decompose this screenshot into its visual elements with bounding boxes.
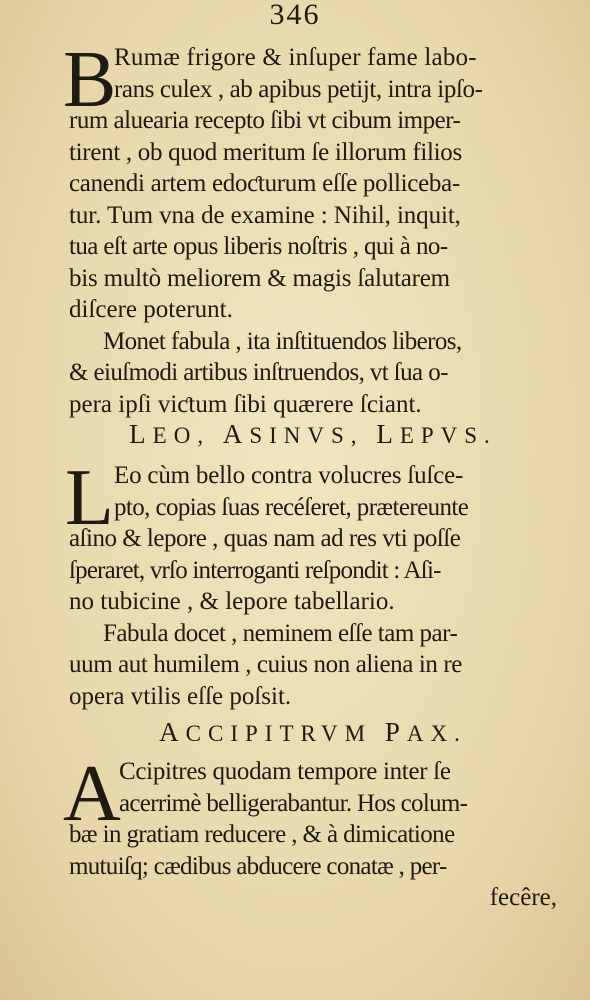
text-line: Rumæ frigore & inſuper fame labo- (114, 44, 477, 71)
moral-line: uum aut humilem , cuius non aliena in re (69, 651, 462, 678)
moral-line: pera ipſi viƈtum ſibi quærere ſciant. (69, 390, 422, 418)
text-line: acerrimè belligerabantur. Hos colum- (119, 789, 468, 817)
fable-2-title: LEO, ASINVS, LEPVS. (129, 419, 497, 449)
fable-3 (63, 750, 557, 914)
drop-cap-b: B (63, 36, 117, 124)
text-line: Ccipitres quodam tempore inter ſe (119, 758, 451, 785)
text-line: tirent , ob quod meritum ſe illorum filios (69, 138, 462, 166)
drop-cap-l: L (65, 454, 114, 542)
text-line: tua eſt arte opus liberis noſtris , qui à no- (69, 233, 448, 260)
moral-line: Fabula docet , neminem eſſe tam par- (103, 619, 458, 647)
text-line: no tubicine , & lepore tabellario. (69, 588, 395, 615)
text-line: tur. Tum vna de examine : Nihil, inquit, (69, 201, 461, 229)
text-line: Eo cùm bello contra volucres ſuſce- (114, 462, 464, 489)
moral-line: & eiuſmodi artibus inſtruendos, vt ſua o- (69, 359, 448, 386)
drop-cap-a: A (63, 750, 121, 838)
text-line: diſcere poterunt. (69, 296, 233, 323)
fable-3-title: ACCIPITRVM PAX. (159, 717, 467, 747)
moral-line: Monet fabula , ita inſtituendos liberos, (103, 327, 462, 355)
text-line: canendi artem edoƈturum eſſe polliceba- (69, 170, 460, 197)
text-line: rum aluearia recepto ſibi vt cibum imper- (69, 107, 461, 134)
moral-line: opera vtilis eſſe poſsit. (69, 682, 292, 710)
text-line: bæ in gratiam reducere , & à dimicatione (69, 821, 455, 848)
page-number: 346 (269, 0, 321, 31)
text-line: ſperaret, vrſo interroganti reſpondit : Aſi- (69, 556, 441, 584)
fable-2 (65, 454, 557, 712)
text-line: mutuiſq; cædibus abducere conatæ , per- (69, 852, 447, 880)
text-line: pto, copias ſuas recéſeret, prætereunte (114, 493, 469, 521)
text-line: aſino & lepore , quas nam ad res vti poſſe (69, 525, 461, 552)
text-line: rans culex , ab apibus petijt, intra ipſo- (114, 75, 483, 103)
fable-1 (63, 36, 557, 420)
text-line: bis multò meliorem & magis ſalutarem (69, 264, 450, 292)
text-line: fecêre, (489, 884, 557, 911)
